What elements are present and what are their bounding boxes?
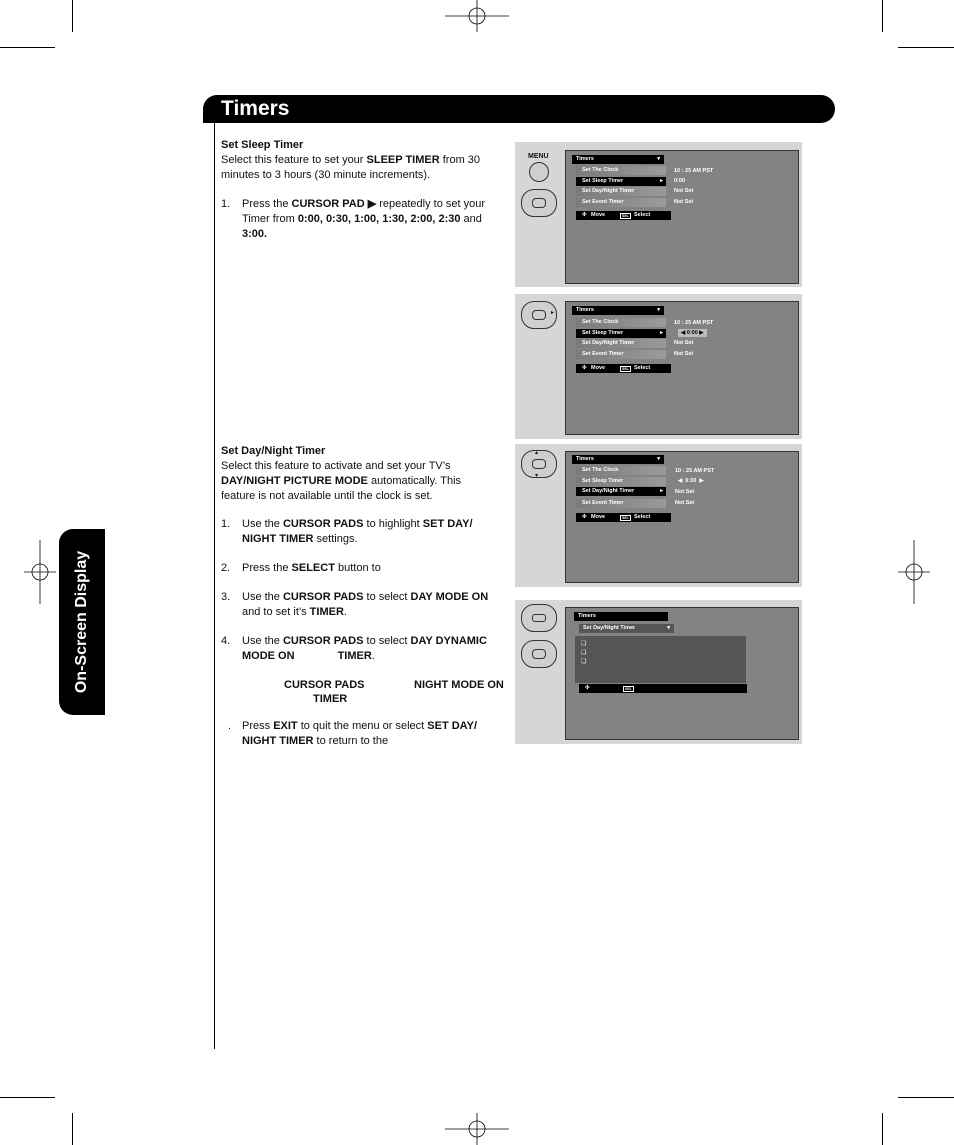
daynight-step-4: Use the CURSOR PADS to select DAY DYNAMIC MODE ON TIMER. (242, 635, 487, 662)
move-icon: ✣ (582, 514, 587, 520)
sel-key-icon: SEL (625, 687, 632, 691)
tv-screen (565, 301, 799, 435)
daynight-step-number: 3. (221, 591, 231, 603)
osd-status-bar: ✣ Move SEL Select (576, 364, 671, 373)
daynight-step-6: Press EXIT to quit the menu or select SET DAY/ NIGHT TIMER to return to the (242, 720, 478, 747)
osd-item-set-sleep: Set Sleep Timer ▸ (576, 329, 666, 338)
osd-submenu-header: Set Day/Night Timer ▾ (579, 624, 674, 633)
osd-status-bar: ✣ Move SEL Select (576, 211, 671, 220)
cursor-pad-updown-icon (521, 450, 557, 478)
sel-key-icon: SEL (622, 367, 629, 371)
osd-menu-header: Timers (574, 612, 668, 621)
osd-item-set-event: Set Event Timer (576, 499, 666, 508)
osd-daynight-value: Not Set (674, 340, 694, 346)
menu-button-icon (529, 162, 549, 182)
registration-mark (898, 540, 930, 604)
osd-clock-value: 10 : 25 AM PST (674, 168, 714, 174)
cursor-pad-right-icon (521, 301, 557, 329)
crop-mark (0, 47, 55, 48)
osd-daynight-value: Not Set (675, 489, 695, 495)
osd-menu-header: Timers ▾ (572, 155, 664, 164)
osd-illustration-2 (515, 294, 802, 439)
daynight-step-number: 2. (221, 562, 231, 574)
osd-sleep-value: ◀ 0:30 ▶ (678, 478, 704, 484)
crop-mark (882, 0, 883, 32)
osd-event-value: Not Set (675, 500, 695, 506)
tv-screen (565, 451, 799, 583)
crop-mark (898, 1097, 954, 1098)
osd-sleep-value-editing: ◀ 0:00 ▶ (678, 329, 707, 337)
osd-illustration-1 (515, 142, 802, 287)
osd-menu-header: Timers ▾ (572, 455, 664, 464)
crop-mark (0, 1097, 55, 1098)
checkbox-icon: ❑ (581, 641, 587, 647)
page-title: Timers (221, 97, 290, 120)
daynight-intro: Select this feature to activate and set your TV’s DAY/NIGHT PICTURE MODE automatically. This feature is not available until the clock is set. (221, 460, 462, 502)
select-button-icon (532, 198, 546, 208)
osd-options-box (575, 636, 746, 683)
daynight-step-number: 1. (221, 518, 231, 530)
osd-item-set-event: Set Event Timer (576, 198, 666, 207)
osd-item-set-clock: Set The Clock (576, 318, 666, 327)
select-button-icon (532, 459, 546, 469)
osd-item-set-sleep: Set Sleep Timer ▸ (576, 177, 666, 186)
osd-item-set-event: Set Event Timer (576, 350, 666, 359)
osd-item-set-clock: Set The Clock (576, 166, 666, 175)
tv-screen (565, 150, 799, 284)
daynight-step-3: Use the CURSOR PADS to select DAY MODE ON and to set it’s TIMER. (242, 591, 489, 618)
sel-key-icon (532, 614, 546, 622)
crop-mark (72, 0, 73, 32)
osd-status-bar (579, 684, 747, 693)
registration-mark (445, 0, 509, 32)
cursor-pad-icon (521, 189, 557, 217)
osd-sleep-value: 0:00 (674, 178, 686, 184)
osd-item-set-daynight: Set Day/Night Timer (576, 339, 666, 348)
osd-daynight-value: Not Set (674, 188, 694, 194)
section-side-tab (59, 529, 105, 715)
daynight-step-5-b: NIGHT MODE ON (414, 679, 504, 691)
osd-menu-header: Timers ▾ (572, 306, 664, 315)
osd-clock-value: 10 : 25 AM PST (675, 468, 715, 474)
crop-mark (72, 1113, 73, 1145)
osd-illustration-3 (515, 444, 802, 587)
sel-key-icon: SEL (622, 516, 629, 520)
select-button-icon (532, 310, 546, 320)
sleep-heading: Set Sleep Timer (221, 139, 304, 151)
osd-item-set-daynight: Set Day/Night Timer ▸ (576, 487, 666, 496)
crop-mark (882, 1113, 883, 1145)
tv-screen (565, 607, 799, 740)
osd-clock-value: 10 : 25 AM PST (674, 320, 714, 326)
daynight-step-number: . (228, 720, 232, 732)
arrow-right-icon: ▸ (550, 310, 554, 316)
arrow-up-icon: ▴ (535, 450, 539, 456)
registration-mark (445, 1113, 509, 1145)
daynight-heading: Set Day/Night Timer (221, 445, 326, 457)
registration-mark (24, 540, 56, 604)
checkbox-icon: ❑ (581, 659, 587, 665)
arrow-down-icon: ▾ (535, 473, 539, 479)
crop-mark (898, 47, 954, 48)
page-title-bar (203, 95, 835, 123)
osd-item-set-clock: Set The Clock (576, 466, 666, 475)
select-button-icon (532, 649, 546, 659)
daynight-step-5-c: TIMER (313, 693, 348, 705)
daynight-step-number: 4. (221, 635, 231, 647)
checkbox-icon: ❑ (581, 650, 587, 656)
osd-event-value: Not Set (674, 199, 694, 205)
sel-key-icon: SEL (622, 214, 629, 218)
menu-button-label: MENU (528, 153, 549, 160)
move-icon: ✣ (585, 685, 590, 691)
sleep-step-number: 1. (221, 198, 231, 210)
margin-rule (214, 123, 215, 1049)
osd-event-value: Not Set (674, 351, 694, 357)
sleep-intro: Select this feature to set your SLEEP TIMER from 30 minutes to 3 hours (30 minute increments). (221, 154, 481, 181)
daynight-step-2: Press the SELECT button to (242, 562, 381, 574)
osd-illustration-4 (515, 600, 802, 744)
osd-status-bar: ✣ Move SEL Select (576, 513, 671, 522)
osd-item-set-sleep: Set Sleep Timer (576, 477, 666, 486)
select-button-icon (521, 604, 557, 632)
sleep-step-1: Press the CURSOR PAD ▶ repeatedly to set your Timer from 0:00, 0:30, 1:00, 1:30, 2:00, 2:30 and 3:00. (242, 198, 486, 240)
daynight-step-5-a: CURSOR PADS (284, 679, 365, 691)
move-icon: ✣ (582, 365, 587, 371)
side-tab-label: On-Screen Display (73, 550, 90, 694)
daynight-step-1: Use the CURSOR PADS to highlight SET DAY/ NIGHT TIMER settings. (242, 518, 473, 545)
move-icon: ✣ (582, 212, 587, 218)
osd-item-set-daynight: Set Day/Night Timer (576, 187, 666, 196)
cursor-pad-icon (521, 640, 557, 668)
